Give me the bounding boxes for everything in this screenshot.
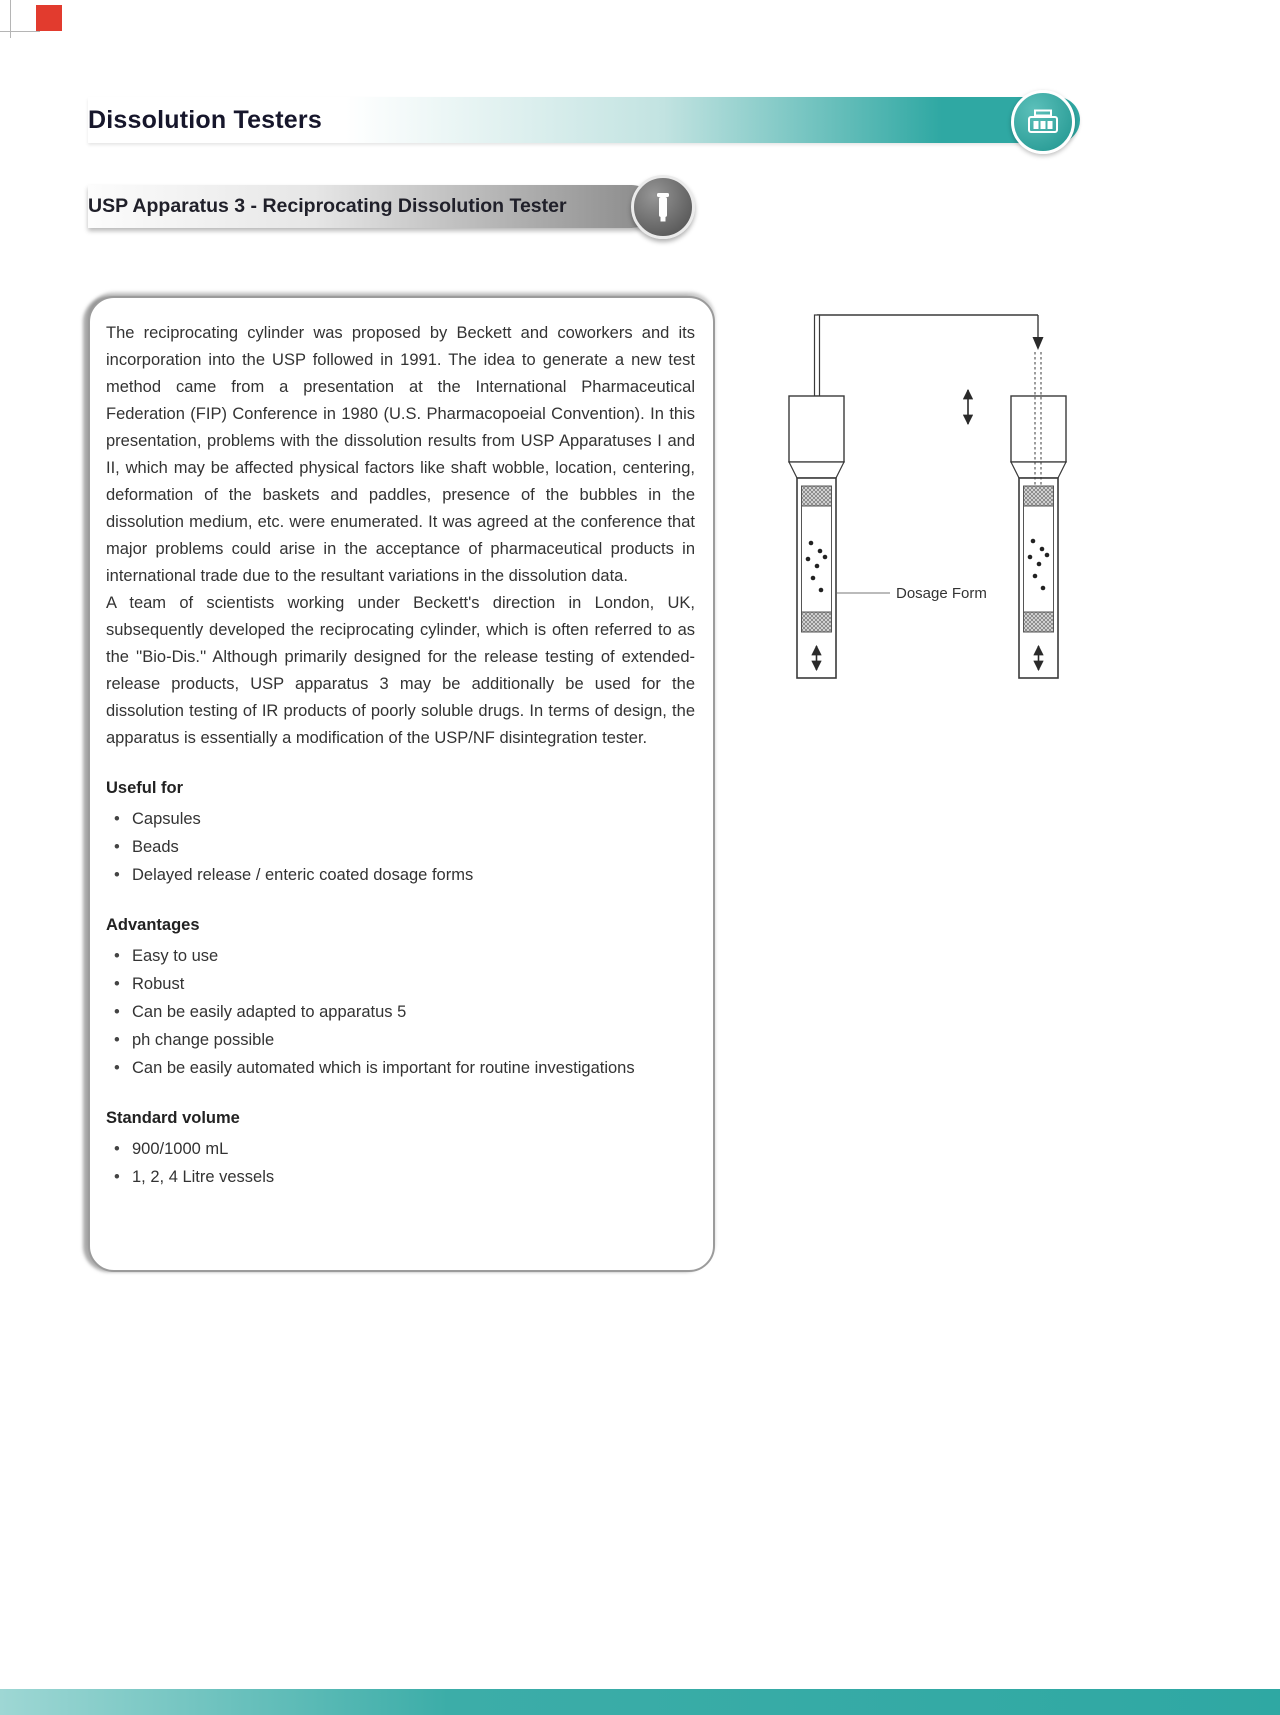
dosage-form-callout — [837, 585, 987, 602]
apparatus-diagram — [780, 300, 1080, 700]
list-item: • ph change possible — [106, 1026, 695, 1054]
list-item: • 1, 2, 4 Litre vessels — [106, 1163, 695, 1191]
right-cylinder-assembly — [1011, 352, 1066, 678]
footer-accent-bar — [0, 1689, 1280, 1715]
heading-advantages: Advantages — [106, 916, 200, 934]
useful-for-list — [106, 805, 695, 889]
dosage-form-label: Dosage Form — [896, 585, 987, 602]
content-box — [88, 296, 715, 1272]
list-item: • Can be easily adapted to apparatus 5 — [106, 998, 695, 1026]
down-arrow-icon — [1033, 337, 1044, 350]
list-item: • 900/1000 mL — [106, 1135, 695, 1163]
list-item: • Capsules — [106, 805, 695, 833]
standard-volume-list — [106, 1135, 695, 1191]
list-item: • Delayed release / enteric coated dosage forms — [106, 861, 695, 889]
header-badge — [1011, 90, 1075, 154]
section-badge — [631, 175, 695, 239]
page-header-bar — [88, 97, 1080, 143]
section-header-bar — [88, 185, 653, 228]
list-item: • Robust — [106, 970, 695, 998]
heading-standard-volume: Standard volume — [106, 1109, 240, 1127]
list-item: • Easy to use — [106, 942, 695, 970]
advantages-list — [106, 942, 695, 1082]
page-title: Dissolution Testers — [88, 105, 322, 134]
heading-useful-for: Useful for — [106, 779, 184, 797]
list-item: • Can be easily automated which is important for routine investigations — [106, 1054, 695, 1082]
reciprocating-cylinder-icon — [643, 187, 683, 227]
crop-mark-horizontal — [0, 31, 40, 32]
list-item: • Beads — [106, 833, 695, 861]
intro-paragraph: The reciprocating cylinder was proposed by Beckett and coworkers and its incorporation into the USP followed in 1991. The idea to generate a new test method came from a presentation at the International Pharmaceutical Federation (FIP) Conference in 1980 (U.S. Pharmacopoeial Convention). In this presentation, problems with the dissolution results from USP Apparatuses I and II, which may be affected physical factors like shaft wobble, location, centering, deformation of the baskets and paddles, presence of the bubbles in the dissolution medium, etc. were enumerated. It was agreed at the conference that major problems could arise in the acceptance of pharmaceutical products in international trade due to the resultant variations in the dissolution data. — [106, 324, 695, 585]
dissolution-bath-icon — [1023, 102, 1063, 142]
left-cylinder-assembly — [789, 315, 844, 678]
biodis-paragraph: A team of scientists working under Beckett's direction in London, UK, subsequently developed the reciprocating cylinder, which is often referred to as the ''Bio-Dis.'' Although primarily designed for the release testing of extended-release products, USP apparatus 3 may be additionally be used for the dissolution testing of IR products of poorly soluble drugs. In terms of design, the apparatus is essentially a modification of the USP/NF disintegration tester. — [106, 594, 695, 747]
transfer-path-line — [817, 315, 1044, 350]
section-title: USP Apparatus 3 - Reciprocating Dissolution Tester — [88, 195, 567, 217]
crop-mark-vertical — [10, 0, 11, 38]
brand-corner-square — [36, 5, 62, 31]
